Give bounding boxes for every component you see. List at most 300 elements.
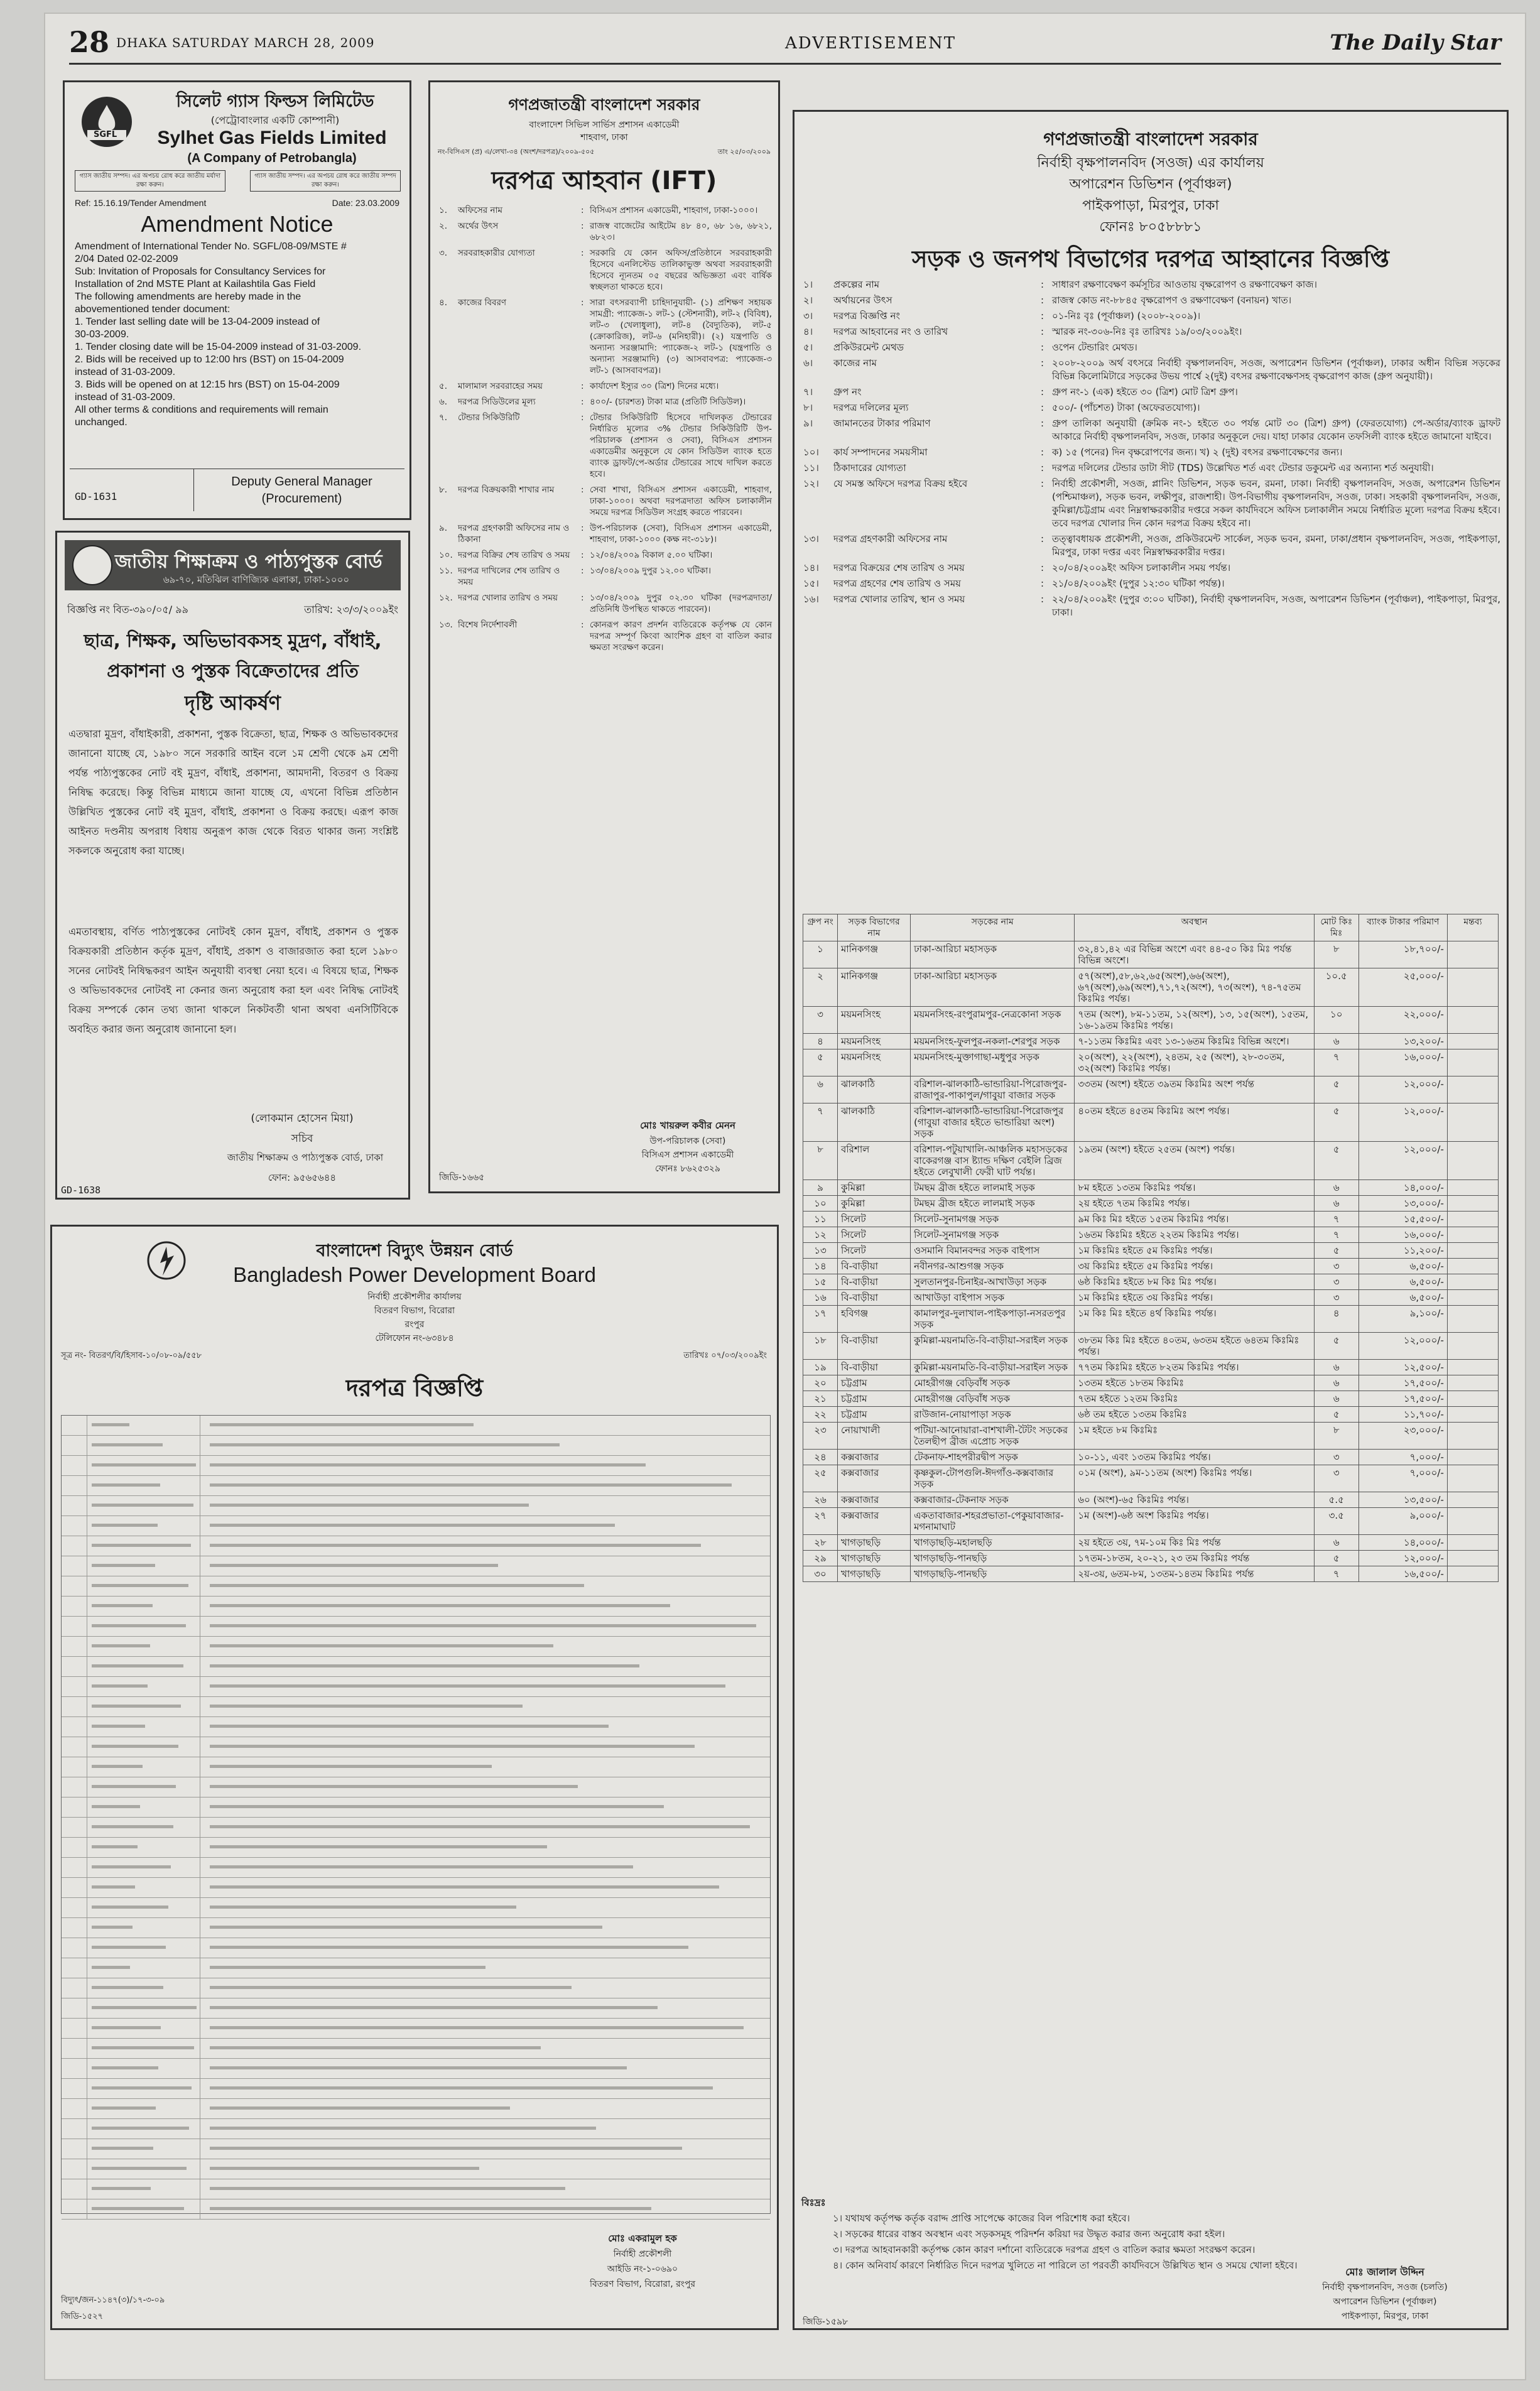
- gov-name-bn: গণপ্রজাতন্ত্রী বাংলাদেশ সরকার: [508, 95, 700, 114]
- bpdb-row-text-placeholder: [210, 1745, 695, 1748]
- ift-row-label: অফিসের নাম: [458, 205, 502, 215]
- bpdb-table-row: [62, 2099, 770, 2119]
- bpdb-row-num-cell: [62, 1597, 87, 1616]
- table-cell: ৬ষ্ঠ তম হইতে ১৩তম কিঃমিঃ: [1075, 1407, 1314, 1423]
- ift-row-value: সরকারি যে কোন অফিস/প্রতিষ্ঠানে সরবরাহকারী হিসেবে এনলিস্টেড তালিকাভুক্ত অথবা সরবরাহকারী হিসেবে ন্যূনতম ০৫ বছরের অভিজ্ঞতা এবং বার্ষিক স্বচ্ছলতা থাকতে হবে।: [590, 248, 772, 292]
- table-cell: ১৭,৫০০/-: [1358, 1375, 1447, 1391]
- bpdb-row-num-cell: [62, 2199, 87, 2219]
- bpdb-table-row: [62, 1858, 770, 1878]
- table-cell: ২১: [803, 1391, 838, 1407]
- ift-row-value: ৪০০/- (চারশত) টাকা মাত্র (প্রতিটি সিডিউল)।: [590, 397, 746, 407]
- table-cell: ১৯: [803, 1360, 838, 1375]
- rhd-row-no: ৩।: [803, 310, 813, 322]
- bpdb-row-num-cell: [62, 1777, 87, 1797]
- table-cell: ৫.৫: [1314, 1492, 1358, 1508]
- ift-rows: [439, 205, 772, 658]
- ift-row-value: রাজস্ব বাজেটের আইটেম ৪৮ ৪০, ৬৮ ১৬, ৬৮২১, ৬৮২৩।: [590, 221, 772, 242]
- rhd-row-value: ০১-নিঃ বৃঃ (পূর্বাঞ্চল) (২০০৮-২০০৯)।: [1052, 310, 1201, 322]
- table-cell: ১৩,০০০/-: [1358, 1196, 1447, 1212]
- notice-line: instead of 31-03-2009.: [75, 367, 176, 377]
- bpdb-row-num-cell: [62, 1677, 87, 1696]
- bpdb-table-row: [62, 1797, 770, 1818]
- table-cell: ৭তম হইতে ১২তম কিঃমিঃ: [1075, 1391, 1314, 1407]
- ift-row-label: দরপত্র গ্রহণকারী অফিসের নাম ও ঠিকানা: [458, 523, 570, 545]
- table-cell: ৭: [1314, 1049, 1358, 1076]
- slogan-box-2: গ্যাস জাতীয় সম্পদ। এর অপচয় রোধ করে জাতীয় সম্পদ রক্ষা করুন।: [250, 170, 401, 192]
- notice-line: The following amendments are hereby made in the: [75, 291, 301, 302]
- ift-row-value: টেন্ডার সিকিউরিটি হিসেবে দাখিলকৃত টেন্ডারের নির্ধারিত মূল্যের ৩% টেন্ডার সিকিউরিটি উপ-পরিচালক (প্রশাসন ও সেবা), বিসিএস প্রশাসন একাডেমীর অনুকূলে যে কোন সিডিউল ব্যাংক হতে ব্যাংক ড্রাফট/পে-অর্ডার টেন্ডারের সাথে দাখিল করতে হবে।: [590, 413, 772, 479]
- ift-row-sep: :: [581, 413, 584, 423]
- table-cell: ২৯: [803, 1551, 838, 1566]
- table-cell: খাগড়াছড়ি: [838, 1535, 911, 1551]
- table-cell: ১৬,০০০/-: [1358, 1049, 1447, 1076]
- ift-row-sep: :: [581, 550, 584, 560]
- ift-row: [439, 247, 772, 293]
- notice-line: 1. Tender last selling date will be 13-04-2009 instead of: [75, 317, 320, 327]
- table-cell: নবীনগর-আশুগঞ্জ সড়ক: [911, 1259, 1075, 1274]
- bpdb-office-bn: নির্বাহী প্রকৌশলীর কার্যালয়: [367, 1292, 462, 1302]
- bpdb-row-label-placeholder: [92, 1624, 186, 1627]
- bpdb-row-label-placeholder: [92, 2187, 151, 2190]
- bpdb-name-en: Bangladesh Power Development Board: [233, 1263, 596, 1286]
- table-cell: সিলেট: [838, 1243, 911, 1259]
- rhd-row-label: জামানতের টাকার পরিমাণ: [833, 418, 931, 429]
- ift-heading: দরপত্র আহবান (IFT): [491, 166, 717, 195]
- table-cell: কক্সবাজার: [838, 1450, 911, 1465]
- table-cell: ১ম হইতে ৮ম কিঃমিঃ: [1075, 1423, 1314, 1450]
- issue-date: DHAKA SATURDAY MARCH 28, 2009: [116, 35, 375, 50]
- bpdb-row-num-cell: [62, 1416, 87, 1435]
- gov-name-bn: গণপ্রজাতন্ত্রী বাংলাদেশ সরকার: [1043, 129, 1258, 149]
- bpdb-row-num-cell: [62, 1456, 87, 1475]
- rhd-row-sep: :: [1041, 462, 1044, 474]
- table-cell: কুমিল্লা-ময়নামতি-বি-বাড়ীয়া-সরাইল সড়ক: [911, 1360, 1075, 1375]
- note-line: ১। যথাযথ কর্তৃপক্ষ কর্তৃক বরাদ্দ প্রাপ্তি সাপেক্ষে কাজের বিল পরিশোধ করা হইবে।: [833, 2213, 1131, 2224]
- table-cell: ২২,০০০/-: [1358, 1007, 1447, 1034]
- signatory-dept: (Procurement): [261, 492, 342, 506]
- table-cell: ১৬,৫০০/-: [1358, 1566, 1447, 1582]
- bpdb-row-num-cell: [62, 1496, 87, 1515]
- table-cell: কক্সবাজার: [838, 1492, 911, 1508]
- rhd-row-sep: :: [1041, 326, 1044, 337]
- bpdb-row-num-cell: [62, 2179, 87, 2199]
- rhd-row-label: দরপত্র বিজ্ঞপ্তি নং: [833, 310, 900, 322]
- bpdb-row-text-placeholder: [210, 2066, 627, 2069]
- ift-row-label: দরপত্র বিক্রির শেষ তারিখ ও সময়: [458, 550, 570, 560]
- table-cell: ৫: [1314, 1551, 1358, 1566]
- page-number: 28: [69, 25, 110, 59]
- bpdb-row-num-cell: [62, 1657, 87, 1676]
- bpdb-row-label-placeholder: [92, 1745, 178, 1748]
- signature-vdivider: [193, 469, 194, 511]
- rhd-row-no: ১০।: [803, 447, 819, 458]
- table-cell: ১২,০০০/-: [1358, 1076, 1447, 1103]
- note-line: ২। সড়কের ধারের বাস্তব অবস্থান এবং সড়কসমূহ পরিদর্শন করিয়া দর উদ্ধৃত করার জন্য অনুরোধ করা হইল।: [833, 2228, 1225, 2240]
- rhd-row-value: তত্ত্বাবধায়ক প্রকৌশলী, সওজ, প্রকিউরমেন্ট সার্কেল, সড়ক ভবন, রমনা, ঢাকা/প্রধান বৃক্ষপালনবিদ, সওজ, পাইকপাড়া, মিরপুর, ঢাকা দপ্তর এবং নিম্নস্বাক্ষরকারীর দপ্তর।: [1052, 533, 1500, 558]
- bpdb-row-num-cell: [62, 1918, 87, 1938]
- table-cell: [1447, 1243, 1498, 1259]
- table-cell: [1447, 1306, 1498, 1333]
- table-cell: [1447, 1423, 1498, 1450]
- table-cell: খাগড়াছড়ি-মহালছড়ি: [911, 1535, 1075, 1551]
- bpdb-heading: দরপত্র বিজ্ঞপ্তি: [345, 1374, 484, 1402]
- bpdb-row-num-cell: [62, 1476, 87, 1495]
- rhd-info-row: [803, 357, 1500, 383]
- ift-row-value: উপ-পরিচালক (সেবা), বিসিএস প্রশাসন একাডেমী, শাহবাগ, ঢাকা-১০০০ (কক্ষ নং-৩১৮)।: [590, 523, 772, 545]
- ift-row: [439, 619, 772, 653]
- bpdb-row-label-placeholder: [92, 1644, 150, 1647]
- bpdb-table-row: [62, 1677, 770, 1697]
- bpdb-table-row: [62, 1617, 770, 1637]
- rhd-info-row: [803, 593, 1500, 619]
- table-cell: ১৭: [803, 1306, 838, 1333]
- bpdb-row-label-placeholder: [92, 1906, 168, 1909]
- division-bn: অপারেশন ডিভিশন (পূর্বাঞ্চল): [1069, 176, 1232, 192]
- table-cell: ৫: [1314, 1103, 1358, 1142]
- bpdb-table-row: [62, 1597, 770, 1617]
- table-cell: ২৫: [803, 1465, 838, 1492]
- group-table-header-cell: সড়ক বিভাগের নাম: [838, 914, 911, 941]
- bpdb-row-text-placeholder: [210, 2106, 510, 2110]
- bpdb-table-row: [62, 1898, 770, 1918]
- rhd-row-label: কাজের নাম: [833, 357, 877, 369]
- table-cell: [1447, 1007, 1498, 1034]
- table-cell: ৮: [1314, 941, 1358, 968]
- ift-row: [439, 484, 772, 518]
- bpdb-row-num-cell: [62, 1818, 87, 1837]
- rhd-row-label: প্রকল্পের নাম: [833, 279, 880, 290]
- bpdb-row-text-placeholder: [210, 2207, 651, 2210]
- sgfl-logo: [79, 94, 135, 150]
- bpdb-row-label-placeholder: [92, 1544, 191, 1547]
- table-cell: ৩: [1314, 1290, 1358, 1306]
- bpdb-row-label-placeholder: [92, 1463, 196, 1467]
- ift-row-value: কোনরূপ কারণ প্রদর্শন ব্যতিরেকে কর্তৃপক্ষ যে কোন দরপত্র সম্পূর্ণ কিংবা আংশিক গ্রহণ বা বাতিল করার ক্ষমতা সংরক্ষণ করেন।: [590, 620, 772, 653]
- table-cell: সিলেট: [838, 1212, 911, 1227]
- bpdb-row-label-placeholder: [92, 2207, 184, 2210]
- bpdb-table-row: [62, 1838, 770, 1858]
- bpdb-row-label-placeholder: [92, 1926, 133, 1929]
- table-cell: [1447, 1391, 1498, 1407]
- table-cell: মোহরীগঞ্জ বেড়িবাঁধ সড়ক: [911, 1391, 1075, 1407]
- bpdb-table-row: [62, 1818, 770, 1838]
- table-cell: ২য় হইতে ৭তম কিঃমিঃ পর্যন্ত।: [1075, 1196, 1314, 1212]
- table-cell: ৩য় কিঃমিঃ হইতে ৫ম কিঃমিঃ পর্যন্ত।: [1075, 1259, 1314, 1274]
- ift-row-no: ২.: [439, 221, 448, 231]
- signer-org: বিসিএস প্রশাসন একাডেমী: [641, 1150, 734, 1160]
- table-cell: ৬: [1314, 1535, 1358, 1551]
- table-cell: বি-বাড়ীয়া: [838, 1274, 911, 1290]
- signer-org: জাতীয় শিক্ষাক্রম ও পাঠ্যপুস্তক বোর্ড, ঢাকা: [227, 1152, 384, 1163]
- nctb-logo: [72, 545, 112, 585]
- company-sub-bn: (পেট্রোবাংলার একটি কোম্পানী): [210, 114, 340, 126]
- table-cell: ৫: [803, 1049, 838, 1076]
- bpdb-row-label-placeholder: [92, 1885, 135, 1889]
- signer-phone: ফোন: ৯৫৬৫৬৪৪: [268, 1172, 337, 1183]
- table-cell: ৩: [1314, 1450, 1358, 1465]
- table-cell: [1447, 1508, 1498, 1535]
- bpdb-row-text-placeholder: [210, 1865, 633, 1868]
- bpdb-row-num-cell: [62, 1978, 87, 1998]
- table-cell: [1447, 1227, 1498, 1243]
- signatory-title: Deputy General Manager: [231, 475, 372, 489]
- table-cell: ১৪,০০০/-: [1358, 1180, 1447, 1196]
- bpdb-row-label-placeholder: [92, 1443, 163, 1446]
- bpdb-row-label-placeholder: [92, 1684, 148, 1688]
- table-cell: ৯,১০০/-: [1358, 1306, 1447, 1333]
- bpdb-row-label-placeholder: [92, 1524, 158, 1527]
- table-cell: ০১ম (অংশ), ৯ম-১১তম (অংশ) কিঃমিঃ পর্যন্ত।: [1075, 1465, 1314, 1492]
- table-row: [803, 1243, 1499, 1259]
- table-cell: ঢাকা-আরিচা মহাসড়ক: [911, 941, 1075, 968]
- table-cell: ৬,৫০০/-: [1358, 1274, 1447, 1290]
- ift-row-value: ১৩/০৪/২০০৯ দুপুর ০২.৩০ ঘটিকা (দরপত্রদাতা/প্রতিনিধি উপস্থিত থাকতে পারবেন)।: [590, 593, 772, 614]
- table-cell: ৩: [1314, 1274, 1358, 1290]
- memo-date: তাং ২৫/০৩/২০০৯: [717, 148, 771, 156]
- table-row: [803, 1196, 1499, 1212]
- office-name-bn: নির্বাহী বৃক্ষপালনবিদ (সওজ) এর কার্যালয়: [1037, 155, 1264, 171]
- table-cell: কামালপুর-দুলাখাল-পাইকপাড়া-নসরতপুর সড়ক: [911, 1306, 1075, 1333]
- table-cell: ১ম কিঃমিঃ হইতে ৩য় কিঃমিঃ পর্যন্ত।: [1075, 1290, 1314, 1306]
- ift-row-no: ১১.: [439, 566, 453, 576]
- bpdb-row-text-placeholder: [210, 2026, 744, 2029]
- bpdb-table-row: [62, 2039, 770, 2059]
- table-cell: ৬,৫০০/-: [1358, 1259, 1447, 1274]
- ift-row: [439, 592, 772, 615]
- table-cell: ২য়-৩য়, ৬তম-৮ম, ১৩তম-১৪তম কিঃমিঃ পর্যন্ত: [1075, 1566, 1314, 1582]
- table-cell: ৩.৫: [1314, 1508, 1358, 1535]
- bpdb-row-text-placeholder: [210, 1624, 756, 1627]
- ift-row-label: দরপত্র বিক্রয়কারী শাখার নাম: [458, 485, 555, 495]
- table-cell: ওসমানি বিমানবন্দর সড়ক বাইপাস: [911, 1243, 1075, 1259]
- office-place-bn: শাহবাগ, ঢাকা: [580, 133, 628, 143]
- ift-row-no: ৪.: [439, 298, 448, 308]
- table-cell: ২৫,০০০/-: [1358, 968, 1447, 1007]
- bpdb-row-text-placeholder: [210, 2167, 479, 2170]
- rhd-info-row: [803, 446, 1500, 459]
- rhd-row-value: স্মারক নং-৩০৬-নিঃ বৃঃ তারিখঃ ১৯/০৩/২০০৯ইং।: [1052, 326, 1242, 337]
- bpdb-row-text-placeholder: [210, 1885, 719, 1889]
- ift-row-no: ১৩.: [439, 620, 453, 630]
- ift-row-no: ১২.: [439, 593, 453, 603]
- table-cell: বি-বাড়ীয়া: [838, 1290, 911, 1306]
- bpdb-row-num-cell: [62, 1938, 87, 1958]
- ift-row-label: দরপত্র খোলার তারিখ ও সময়: [458, 593, 558, 603]
- notice-line: 2. Bids will be received up to 12:00 hrs (BST) on 15-04-2009: [75, 354, 344, 365]
- bpdb-table-row: [62, 1697, 770, 1717]
- bpdb-table-row: [62, 2059, 770, 2079]
- table-row: [803, 1180, 1499, 1196]
- table-cell: মোহরীগঞ্জ বেড়িবাঁধ সড়ক: [911, 1375, 1075, 1391]
- table-row: [803, 1407, 1499, 1423]
- table-cell: ৭তম (অংশ), ৮ম-১১তম, ১২(অংশ), ১৩, ১৫(অংশ), ১৫তম, ১৬-১৯তম কিঃমিঃ পর্যন্ত।: [1075, 1007, 1314, 1034]
- table-cell: ময়মনসিংহ-রংপুরামপুর-নেত্রকোনা সড়ক: [911, 1007, 1075, 1034]
- rhd-row-no: ৮।: [803, 402, 813, 413]
- table-cell: খাগড়াছড়ি-পানছড়ি: [911, 1566, 1075, 1582]
- bpdb-table-row: [62, 1938, 770, 1958]
- table-cell: ৩: [1314, 1465, 1358, 1492]
- ift-row-label: দরপত্র দাখিলের শেষ তারিখ ও সময়: [458, 566, 560, 587]
- table-cell: [1447, 1375, 1498, 1391]
- bpdb-row-text-placeholder: [210, 1705, 523, 1708]
- table-cell: ময়মনসিংহ-মুক্তাগাছা-মধুপুর সড়ক: [911, 1049, 1075, 1076]
- bpdb-row-label-placeholder: [92, 1966, 130, 1969]
- notice-body: [75, 241, 404, 429]
- ift-row: [439, 381, 772, 392]
- table-cell: ১০: [1314, 1007, 1358, 1034]
- ift-row-value: ১২/০৪/২০০৯ বিকাল ৫.০০ ঘটিকা।: [590, 550, 713, 560]
- rhd-row-no: ২।: [803, 295, 813, 306]
- ift-row-sep: :: [581, 485, 584, 495]
- table-cell: ৯,০০০/-: [1358, 1508, 1447, 1535]
- table-row: [803, 1391, 1499, 1407]
- bpdb-row-text-placeholder: [210, 2086, 713, 2090]
- table-cell: ৫: [1314, 1142, 1358, 1180]
- ift-ad: [428, 80, 780, 1193]
- rhd-notes: [801, 2195, 1499, 2274]
- bpdb-table-row: [62, 1476, 770, 1496]
- rhd-row-label: দরপত্র আহবানের নং ও তারিখ: [833, 326, 948, 337]
- bpdb-row-num-cell: [62, 1717, 87, 1737]
- ift-row-no: ৩.: [439, 248, 448, 258]
- table-cell: [1447, 1259, 1498, 1274]
- table-cell: ময়মনসিংহ: [838, 1034, 911, 1049]
- table-cell: [1447, 1333, 1498, 1360]
- table-cell: ৬: [1314, 1196, 1358, 1212]
- rhd-info-rows: [803, 278, 1500, 622]
- table-row: [803, 1492, 1499, 1508]
- bpdb-row-text-placeholder: [210, 1664, 639, 1667]
- table-cell: হবিগঞ্জ: [838, 1306, 911, 1333]
- bpdb-row-text-placeholder: [210, 1946, 688, 1949]
- bpdb-table-row: [62, 1416, 770, 1436]
- ift-row: [439, 565, 772, 588]
- bpdb-row-label-placeholder: [92, 2147, 153, 2150]
- ift-row: [439, 220, 772, 243]
- rhd-row-label: দরপত্র গ্রহণের শেষ তারিখ ও সময়: [833, 578, 961, 589]
- ift-row: [439, 297, 772, 376]
- table-cell: রাউজান-নোয়াপাড়া সড়ক: [911, 1407, 1075, 1423]
- gd-number: GD-1631: [75, 491, 117, 502]
- bpdb-row-label-placeholder: [92, 2106, 156, 2110]
- table-cell: ৩৩তম (অংশ) হইতে ৩৯তম কিঃমিঃ অংশ পর্যন্ত: [1075, 1076, 1314, 1103]
- rhd-row-sep: :: [1041, 594, 1044, 605]
- table-cell: ঝালকাঠি: [838, 1103, 911, 1142]
- signer-name: মোঃ খায়রুল কবীর মেনন: [640, 1120, 735, 1131]
- bpdb-row-text-placeholder: [210, 1825, 750, 1828]
- table-row: [803, 1465, 1499, 1492]
- table-cell: ময়মনসিংহ: [838, 1049, 911, 1076]
- table-cell: ৬: [1314, 1375, 1358, 1391]
- table-cell: ৫: [1314, 1333, 1358, 1360]
- table-cell: ২: [803, 968, 838, 1007]
- bpdb-table-row: [62, 1958, 770, 1978]
- table-row: [803, 941, 1499, 968]
- table-cell: ১৪,০০০/-: [1358, 1535, 1447, 1551]
- bpdb-row-num-cell: [62, 1838, 87, 1857]
- notice-line: instead of 31-03-2009.: [75, 392, 176, 403]
- bpdb-table-row: [62, 1978, 770, 1998]
- bpdb-table-row: [62, 2159, 770, 2179]
- table-cell: ২০: [803, 1375, 838, 1391]
- table-cell: ৬ষ্ঠ কিঃমিঃ হইতে ৮ম কিঃ মিঃ পর্যন্ত।: [1075, 1274, 1314, 1290]
- table-cell: ৫৭(অংশ),৫৮,৬২,৬৫(অংশ),৬৬(অংশ), ৬৭(অংশ),৬৯(অংশ),৭১,৭২(অংশ), ৭৩(অংশ), ৭৪-৭৫তম কিঃমিঃ পর্যন্ত।: [1075, 968, 1314, 1007]
- gd-number: জিডি-১৬৬৫: [439, 1173, 485, 1183]
- bpdb-table-row: [62, 2079, 770, 2099]
- notice-line: 3. Bids will be opened on at 12:15 hrs (BST) on 15-04-2009: [75, 379, 340, 390]
- bpdb-row-num-cell: [62, 2019, 87, 2038]
- bpdb-row-text-placeholder: [210, 1584, 584, 1587]
- bpdb-phone-bn: টেলিফোন নং-৬৩৪৮৪: [375, 1333, 454, 1343]
- bpdb-row-label-placeholder: [92, 1845, 138, 1848]
- signer-title: নির্বাহী প্রকৌশলী: [613, 2249, 672, 2259]
- table-cell: ৬: [1314, 1034, 1358, 1049]
- table-cell: ২৪: [803, 1450, 838, 1465]
- bpdb-row-text-placeholder: [210, 1564, 498, 1567]
- table-cell: ৮: [1314, 1423, 1358, 1450]
- ift-row-label: বিশেষ নির্দেশাবলী: [458, 620, 518, 630]
- table-cell: বরিশাল-ঝালকাঠি-ভান্ডারিয়া-পিরোজপুর (গাবুয়া বাজার হইতে ভান্ডারিয়া অংশ) সড়ক: [911, 1103, 1075, 1142]
- table-cell: টমছম ব্রীজ হইতে লালমাই সড়ক: [911, 1180, 1075, 1196]
- table-cell: [1447, 1103, 1498, 1142]
- rhd-row-sep: :: [1041, 447, 1044, 458]
- rhd-info-row: [803, 386, 1500, 399]
- table-cell: [1447, 1290, 1498, 1306]
- table-cell: [1447, 1142, 1498, 1180]
- table-row: [803, 1212, 1499, 1227]
- nctb-address-bn: ৬৯-৭০, মতিঝিল বাণিজ্যিক এলাকা, ঢাকা-১০০০: [163, 574, 350, 585]
- rhd-row-sep: :: [1041, 562, 1044, 573]
- bpdb-place-bn: রংপুর: [404, 1320, 425, 1330]
- table-cell: ৬: [1314, 1360, 1358, 1375]
- table-row: [803, 1535, 1499, 1551]
- ift-row-no: ৯.: [439, 523, 448, 533]
- ift-row-no: ৫.: [439, 381, 448, 391]
- table-cell: [1447, 1034, 1498, 1049]
- ift-row: [439, 396, 772, 408]
- table-cell: একতাবাজার-শহরপ্রভাতা-পেকুয়াবাজার-মগনামাঘাট: [911, 1508, 1075, 1535]
- table-row: [803, 1103, 1499, 1142]
- group-table-header-cell: মোট কিঃ মিঃ: [1314, 914, 1358, 941]
- rhd-row-sep: :: [1041, 578, 1044, 589]
- table-cell: ১৬,০০০/-: [1358, 1227, 1447, 1243]
- table-cell: মানিকগঞ্জ: [838, 941, 911, 968]
- rhd-row-no: ১৪।: [803, 562, 819, 573]
- table-row: [803, 1076, 1499, 1103]
- table-row: [803, 1259, 1499, 1274]
- table-cell: ১৮: [803, 1333, 838, 1360]
- table-cell: ৪: [1314, 1306, 1358, 1333]
- rhd-row-value: রাজস্ব কোড নং-৮৮৪৫ বৃক্ষরোপণ ও রক্ষণাবেক্ষণ (বনায়ন) খাত।: [1052, 295, 1292, 306]
- memo-date: তারিখঃ ০৭/০৩/২০০৯ইং: [683, 1351, 767, 1360]
- rhd-info-row: [803, 278, 1500, 291]
- bpdb-row-num-cell: [62, 1878, 87, 1897]
- rhd-row-label: দরপত্র বিক্রয়ের শেষ তারিখ ও সময়: [833, 562, 965, 573]
- bpdb-table-row: [62, 1757, 770, 1777]
- rhd-info-row: [803, 310, 1500, 323]
- table-cell: ৪: [803, 1034, 838, 1049]
- table-cell: মানিকগঞ্জ: [838, 968, 911, 1007]
- notice-line: All other terms & conditions and requirements will remain: [75, 404, 328, 415]
- table-cell: ১৭,৫০০/-: [1358, 1391, 1447, 1407]
- bpdb-row-label-placeholder: [92, 1765, 143, 1768]
- notice-line: Sub: Invitation of Proposals for Consultancy Services for: [75, 266, 326, 277]
- group-table-header-cell: মন্তব্য: [1447, 914, 1498, 941]
- table-cell: ৫: [1314, 1076, 1358, 1103]
- table-cell: ২য় হইতে ৩য়, ৭ম-১০ম কিঃ মিঃ পর্যন্ত: [1075, 1535, 1314, 1551]
- signer-title: উপ-পরিচালক (সেবা): [649, 1136, 726, 1146]
- rhd-info-row: [803, 577, 1500, 590]
